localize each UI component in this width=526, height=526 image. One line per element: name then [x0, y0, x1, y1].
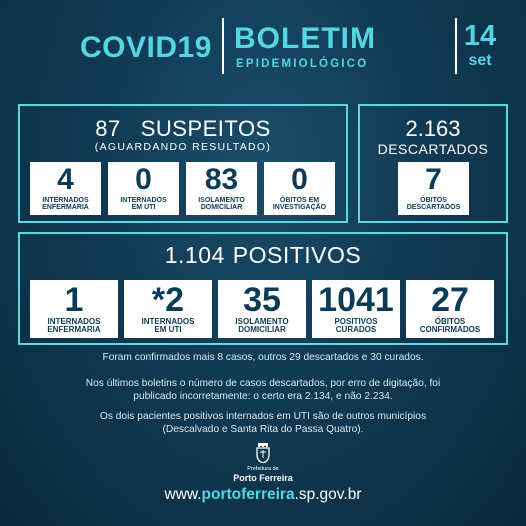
card-pos-curados [312, 280, 400, 338]
card-label: POSITIVOS CURADOS [334, 317, 378, 335]
note-confirmados: Foram confirmados mais 8 casos, outros 29 descartados e 30 curados. [102, 352, 424, 363]
date-day: 14 [463, 20, 497, 52]
suspeitos-sublabel: (AGUARDANDO RESULTADO) [94, 141, 272, 153]
card-value: 0 [291, 163, 308, 196]
suspeitos-heading [20, 116, 346, 142]
header [0, 18, 526, 78]
card-pos-internados-uti [124, 280, 212, 338]
covid-title: COVID19 [80, 31, 212, 64]
card-pos-obitos-confirmados [406, 280, 494, 338]
card-value: 1041 [318, 281, 394, 319]
card-value: 0 [135, 163, 152, 196]
card-label: ÓBITOS DESCARTADOS [406, 197, 461, 212]
card-internados-uti [108, 162, 179, 215]
footer-prefeitura: Prefeitura de [247, 466, 279, 472]
positivos-panel [18, 232, 508, 345]
card-label: ISOLAMENTO DOMICILIAR [235, 317, 289, 335]
header-divider [222, 18, 224, 74]
card-obitos-descartados [398, 162, 469, 215]
descartados-panel [358, 104, 508, 223]
epidemiologico-subtitle: EPIDEMIOLÓGICO [236, 58, 369, 70]
date-divider [455, 18, 457, 74]
note-pacientes-uti: Os dois pacientes positivos internados em UTI são de outros municípios (Descalvado e Santa Rita do Passa Quatro). [99, 411, 427, 435]
positivos-label: POSITIVOS [232, 242, 362, 268]
card-label: INTERNADOS EM UTI [120, 197, 167, 212]
card-pos-internados-enfermaria [30, 280, 118, 338]
descartados-count: 2.163 [405, 116, 461, 141]
suspeitos-label: SUSPEITOS [140, 116, 271, 141]
footer-city: Porto Ferreira [233, 473, 293, 483]
positivos-count: 1.104 [164, 242, 225, 268]
suspeitos-count: 87 [95, 116, 121, 141]
note-erro-digitacao: Nos últimos boletins o número de casos descartados, por erro de digitação, foi publicado incorretamente: o certo era 2.134, e não 2.234. [85, 378, 441, 402]
card-value: 83 [204, 163, 239, 196]
boletim-title: BOLETIM [234, 22, 376, 55]
card-label: ÓBITOS CONFIRMADOS [419, 317, 481, 335]
positivos-heading [20, 242, 506, 269]
footer-url[interactable]: www.portoferreira.sp.gov.br [164, 486, 362, 503]
descartados-label: DESCARTADOS [377, 141, 489, 157]
card-value: 35 [243, 281, 281, 319]
card-pos-isolamento-domiciliar [218, 280, 306, 338]
card-value: 7 [425, 163, 442, 196]
card-obitos-investigacao [264, 162, 335, 215]
card-label: INTERNADOS ENFERMARIA [42, 197, 89, 212]
card-label: INTERNADOS ENFERMARIA [47, 317, 101, 335]
card-value: 4 [57, 163, 74, 196]
card-label: ÓBITOS EM INVESTIGAÇÃO [272, 197, 327, 212]
date-month: set [468, 52, 492, 69]
card-value: *2 [151, 281, 185, 319]
card-label: ISOLAMENTO DOMICILIAR [198, 197, 245, 212]
card-internados-enfermaria [30, 162, 101, 215]
card-label: INTERNADOS EM UTI [141, 317, 195, 335]
suspeitos-panel [18, 104, 348, 223]
card-value: 1 [64, 281, 84, 319]
card-value: 27 [431, 281, 469, 319]
card-isolamento-domiciliar [186, 162, 257, 215]
city-crest-icon [254, 443, 272, 463]
